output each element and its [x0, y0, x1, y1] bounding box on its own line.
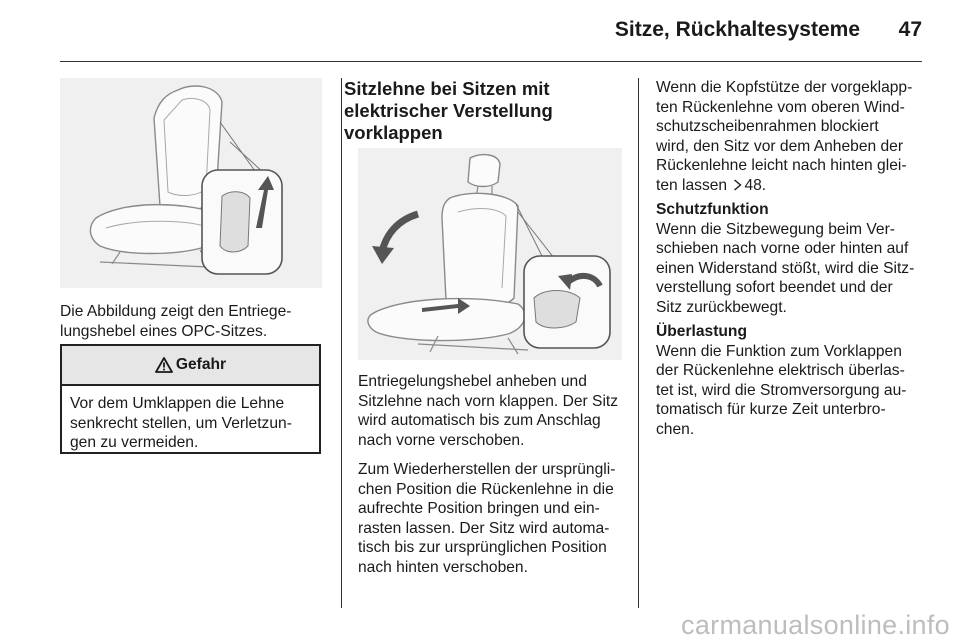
- danger-title: Gefahr: [175, 356, 227, 373]
- text-line: Sitzlehne nach vorn klappen. Der Sitz: [358, 392, 619, 410]
- caption-line: lungshebel eines OPC-Sitzes.: [60, 322, 268, 340]
- text-line: Wenn die Sitzbewegung beim Ver-: [656, 220, 895, 238]
- text-line: schieben nach vorne oder hinten auf: [656, 240, 909, 258]
- warning-triangle-icon: [155, 357, 173, 373]
- text-line: chen Position die Rückenlehne in die: [358, 480, 614, 498]
- subheading-protection: Schutzfunktion: [656, 201, 769, 218]
- page-reference[interactable]: 48.: [744, 176, 767, 194]
- section-title: Sitze, Rückhaltesysteme: [614, 18, 860, 41]
- electric-seat-illustration: [358, 148, 622, 360]
- para-unlock-instructions: [358, 372, 638, 450]
- danger-header: [62, 346, 319, 386]
- text-line: der Rückenlehne elektrisch überlas-: [656, 362, 905, 380]
- danger-line: senkrecht stellen, um Verletzun-: [70, 414, 292, 432]
- danger-line: gen zu vermeiden.: [70, 434, 199, 452]
- heading-line: Sitzlehne bei Sitzen mit: [344, 78, 550, 99]
- page-number: 47: [898, 18, 922, 41]
- danger-warning-box: [60, 344, 321, 454]
- text-line: ten Rückenlehne vom oberen Wind-: [656, 98, 905, 116]
- text-line: Rückenlehne leicht nach hinten glei-: [656, 157, 907, 175]
- text-line: verstellung sofort beendet und der: [656, 279, 893, 297]
- text-line: Sitz zurückbewegt.: [656, 298, 787, 316]
- text-line: rasten lassen. Der Sitz wird automa-: [358, 519, 610, 537]
- para-restore-position: [358, 460, 638, 578]
- text-line: aufrechte Position bringen und ein-: [358, 500, 600, 518]
- overload-section: [656, 322, 956, 440]
- text-line: Wenn die Funktion zum Vorklappen: [656, 342, 902, 360]
- watermark: carmanualsonline.info: [681, 610, 950, 640]
- text-line: Wenn die Kopfstütze der vorgeklapp-: [656, 79, 913, 96]
- text-line: [656, 176, 956, 196]
- opc-seat-illustration: [60, 78, 322, 288]
- text-line: wird automatisch bis zum Anschlag: [358, 412, 601, 430]
- seat-caption: [60, 302, 330, 341]
- protection-function-section: [656, 200, 956, 318]
- text-line: nach hinten verschoben.: [358, 558, 528, 576]
- text-line: einen Widerstand stößt, wird die Sitz-: [656, 259, 915, 277]
- opc-seat-drawing: [60, 78, 322, 288]
- column-divider-1: [341, 78, 342, 608]
- danger-body: [62, 386, 319, 453]
- para-headrest-blocked: [656, 78, 956, 196]
- text-line: nach vorne verschoben.: [358, 431, 525, 449]
- text-line: tet ist, wird die Stromversorgung au-: [656, 381, 907, 399]
- text-line: wird, den Sitz vor dem Anheben der: [656, 137, 904, 155]
- heading-line: vorklappen: [344, 122, 443, 143]
- text-fragment: ten lassen: [656, 176, 728, 194]
- electric-seat-drawing: [358, 148, 622, 360]
- subheading-overload: Überlastung: [656, 323, 747, 340]
- text-line: tomatisch für kurze Zeit unterbro-: [656, 401, 886, 419]
- page-reference-arrow-icon: [733, 179, 742, 191]
- text-line: Entriegelungshebel anheben und: [358, 373, 587, 390]
- caption-line: Die Abbildung zeigt den Entriege-: [60, 303, 292, 320]
- text-line: tisch bis zur ursprünglichen Position: [358, 539, 607, 557]
- text-line: chen.: [656, 420, 695, 438]
- column-divider-2: [638, 78, 639, 608]
- text-line: Zum Wiederherstellen der ursprüngli-: [358, 461, 616, 478]
- danger-line: Vor dem Umklappen die Lehne: [70, 395, 285, 412]
- header-rule: [60, 61, 922, 62]
- section-heading: [344, 78, 614, 144]
- text-line: schutzscheibenrahmen blockiert: [656, 118, 879, 136]
- heading-line: elektrischer Verstellung: [344, 100, 553, 121]
